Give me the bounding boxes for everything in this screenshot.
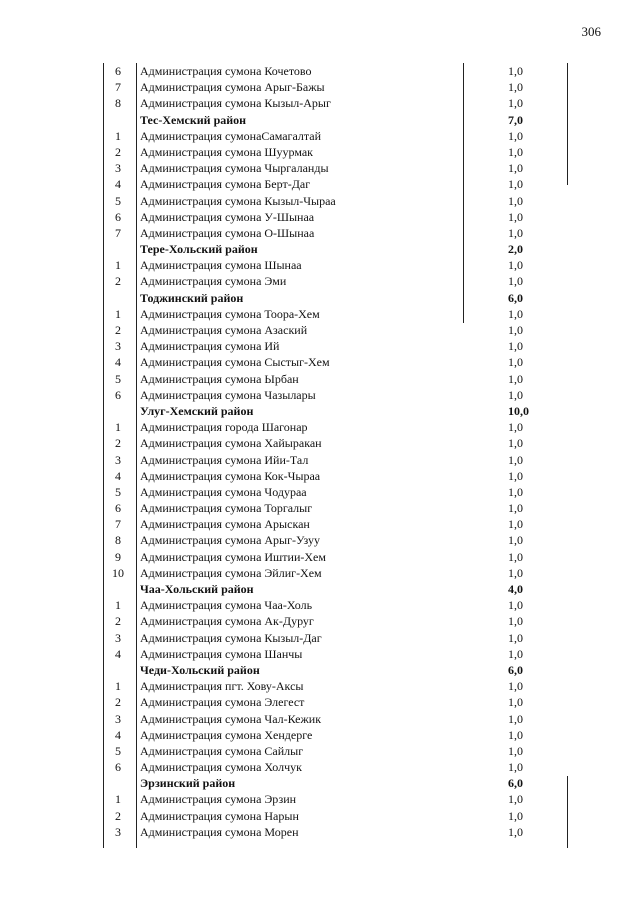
row-value: 1,0 xyxy=(508,436,523,451)
row-number: 1 xyxy=(115,128,121,143)
row-value: 1,0 xyxy=(508,517,523,532)
row-number: 4 xyxy=(115,177,121,192)
district-name: Улуг-Хемский район xyxy=(140,403,254,418)
row-number: 4 xyxy=(115,468,121,483)
row-number: 5 xyxy=(115,743,121,758)
administration-name: Администрация сумона Хендерге xyxy=(140,727,313,742)
table-body xyxy=(103,63,570,840)
table-row xyxy=(103,435,570,451)
row-number: 5 xyxy=(115,484,121,499)
row-number: 7 xyxy=(115,517,121,532)
district-name: Чеди-Хольский район xyxy=(140,662,260,677)
row-value: 1,0 xyxy=(508,646,523,661)
administration-name: Администрация сумона Эйлиг-Хем xyxy=(140,565,322,580)
table-row xyxy=(103,144,570,160)
row-value: 1,0 xyxy=(508,743,523,758)
row-value: 1,0 xyxy=(508,695,523,710)
district-name: Тес-Хемский район xyxy=(140,112,247,127)
table-row xyxy=(103,516,570,532)
row-value: 1,0 xyxy=(508,355,523,370)
allocation-table xyxy=(103,63,570,840)
district-total: 6,0 xyxy=(508,662,523,677)
administration-name: Администрация пгт. Хову-Аксы xyxy=(140,679,304,694)
table-row xyxy=(103,613,570,629)
row-value: 1,0 xyxy=(508,468,523,483)
table-row xyxy=(103,791,570,807)
table-row xyxy=(103,63,570,79)
district-total: 4,0 xyxy=(508,582,523,596)
table-row xyxy=(103,727,570,743)
table-row xyxy=(103,597,570,613)
table-row xyxy=(103,646,570,662)
row-number: 9 xyxy=(115,549,121,564)
table-row xyxy=(103,808,570,824)
row-number: 6 xyxy=(115,760,121,775)
row-number: 4 xyxy=(115,646,121,661)
administration-name: Администрация сумона Чаа-Холь xyxy=(140,598,313,613)
row-number: 8 xyxy=(115,96,121,111)
administration-name: Администрация сумона Эми xyxy=(140,274,287,289)
row-value: 1,0 xyxy=(508,808,523,823)
row-value: 1,0 xyxy=(508,792,523,807)
row-number: 2 xyxy=(115,144,121,159)
administration-name: Администрация сумона Холчук xyxy=(140,760,302,775)
administration-name: Администрация сумонаСамагалтай xyxy=(140,128,322,143)
row-value: 1,0 xyxy=(508,630,523,645)
administration-name: Администрация сумона Тоора-Хем xyxy=(140,306,320,321)
row-number: 6 xyxy=(115,387,121,402)
row-number: 1 xyxy=(115,306,121,321)
table-row xyxy=(103,95,570,111)
table-row xyxy=(103,225,570,241)
table-row xyxy=(103,338,570,354)
administration-name: Администрация сумона Кызыл-Арыг xyxy=(140,96,331,111)
table-row xyxy=(103,532,570,548)
row-number: 6 xyxy=(115,501,121,516)
administration-name: Администрация сумона Арыг-Узуу xyxy=(140,533,320,548)
district-row xyxy=(103,581,570,597)
table-row xyxy=(103,484,570,500)
district-row xyxy=(103,290,570,306)
row-value: 1,0 xyxy=(508,598,523,613)
row-number: 3 xyxy=(115,452,121,467)
table-row xyxy=(103,824,570,840)
row-value: 1,0 xyxy=(508,565,523,580)
table-row xyxy=(103,452,570,468)
administration-name: Администрация сумона Ак-Дуруг xyxy=(140,614,314,629)
table-row xyxy=(103,500,570,516)
row-value: 1,0 xyxy=(508,306,523,321)
table-row xyxy=(103,176,570,192)
row-value: 1,0 xyxy=(508,80,523,95)
table-row xyxy=(103,209,570,225)
table-row xyxy=(103,79,570,95)
table-row xyxy=(103,354,570,370)
district-name: Чаа-Хольский район xyxy=(140,582,254,596)
row-number: 2 xyxy=(115,436,121,451)
table-row xyxy=(103,743,570,759)
row-value: 1,0 xyxy=(508,225,523,240)
administration-name: Администрация сумона Ийи-Тал xyxy=(140,452,309,467)
administration-name: Администрация сумона Арыскан xyxy=(140,517,310,532)
row-value: 1,0 xyxy=(508,533,523,548)
district-name: Эрзинский район xyxy=(140,776,236,791)
row-value: 1,0 xyxy=(508,387,523,402)
table-row xyxy=(103,257,570,273)
row-value: 1,0 xyxy=(508,96,523,111)
table-row xyxy=(103,630,570,646)
row-value: 1,0 xyxy=(508,64,523,78)
administration-name: Администрация сумона Элегест xyxy=(140,695,305,710)
row-value: 1,0 xyxy=(508,452,523,467)
row-number: 4 xyxy=(115,727,121,742)
row-value: 1,0 xyxy=(508,258,523,273)
row-number: 3 xyxy=(115,711,121,726)
administration-name: Администрация сумона Кызыл-Чыраа xyxy=(140,193,336,208)
district-total: 2,0 xyxy=(508,242,523,257)
administration-name: Администрация сумона Берт-Даг xyxy=(140,177,311,192)
row-value: 1,0 xyxy=(508,727,523,742)
row-value: 1,0 xyxy=(508,371,523,386)
page-number: 306 xyxy=(581,24,601,39)
row-value: 1,0 xyxy=(508,614,523,629)
administration-name: Администрация сумона Чазылары xyxy=(140,387,316,402)
row-value: 1,0 xyxy=(508,177,523,192)
administration-name: Администрация сумона Кызыл-Даг xyxy=(140,630,322,645)
row-number: 5 xyxy=(115,371,121,386)
administration-name: Администрация сумона Азаский xyxy=(140,323,308,337)
row-number: 5 xyxy=(115,193,121,208)
administration-name: Администрация сумона Чал-Кежик xyxy=(140,711,322,726)
row-number: 6 xyxy=(115,209,121,224)
district-row xyxy=(103,241,570,257)
row-value: 1,0 xyxy=(508,128,523,143)
administration-name: Администрация сумона О-Шынаа xyxy=(140,225,315,240)
row-number: 3 xyxy=(115,824,121,839)
administration-name: Администрация сумона Морен xyxy=(140,824,299,839)
table-row xyxy=(103,193,570,209)
row-number: 2 xyxy=(115,323,121,337)
row-number: 4 xyxy=(115,355,121,370)
district-row xyxy=(103,112,570,128)
row-value: 1,0 xyxy=(508,501,523,516)
table-row xyxy=(103,565,570,581)
row-value: 1,0 xyxy=(508,274,523,289)
row-number: 1 xyxy=(115,420,121,435)
district-total: 6,0 xyxy=(508,290,523,305)
table-row xyxy=(103,419,570,435)
row-value: 1,0 xyxy=(508,209,523,224)
administration-name: Администрация сумона Шуурмак xyxy=(140,144,313,159)
administration-name: Администрация города Шагонар xyxy=(140,420,308,435)
table-row xyxy=(103,759,570,775)
row-number: 1 xyxy=(115,258,121,273)
row-number: 2 xyxy=(115,808,121,823)
row-number: 1 xyxy=(115,598,121,613)
row-number: 7 xyxy=(115,80,121,95)
administration-name: Администрация сумона Нарын xyxy=(140,808,299,823)
row-value: 1,0 xyxy=(508,339,523,354)
district-row xyxy=(103,662,570,678)
district-total: 6,0 xyxy=(508,776,523,791)
table-row xyxy=(103,306,570,322)
administration-name: Администрация сумона Кочетово xyxy=(140,64,312,78)
table-row xyxy=(103,273,570,289)
administration-name: Администрация сумона Иштии-Хем xyxy=(140,549,326,564)
administration-name: Администрация сумона Шынаа xyxy=(140,258,302,273)
administration-name: Администрация сумона Чыргаланды xyxy=(140,161,329,176)
row-value: 1,0 xyxy=(508,549,523,564)
administration-name: Администрация сумона Арыг-Бажы xyxy=(140,80,325,95)
administration-name: Администрация сумона Шанчы xyxy=(140,646,303,661)
row-number: 3 xyxy=(115,161,121,176)
row-value: 1,0 xyxy=(508,484,523,499)
row-number: 7 xyxy=(115,225,121,240)
row-value: 1,0 xyxy=(508,161,523,176)
administration-name: Администрация сумона У-Шынаа xyxy=(140,209,315,224)
district-name: Тоджинский район xyxy=(140,290,244,305)
table-row xyxy=(103,549,570,565)
district-row xyxy=(103,775,570,791)
row-number: 1 xyxy=(115,679,121,694)
administration-name: Администрация сумона Эрзин xyxy=(140,792,297,807)
table-row xyxy=(103,371,570,387)
row-number: 1 xyxy=(115,792,121,807)
administration-name: Администрация сумона Кок-Чыраа xyxy=(140,468,321,483)
row-value: 1,0 xyxy=(508,711,523,726)
table-row xyxy=(103,128,570,144)
administration-name: Администрация сумона Ырбан xyxy=(140,371,299,386)
administration-name: Администрация сумона Ий xyxy=(140,339,280,354)
administration-name: Администрация сумона Хайыракан xyxy=(140,436,322,451)
table-row xyxy=(103,468,570,484)
row-number: 6 xyxy=(115,64,121,78)
row-number: 2 xyxy=(115,695,121,710)
row-number: 3 xyxy=(115,339,121,354)
table-row xyxy=(103,694,570,710)
administration-name: Администрация сумона Сыстыг-Хем xyxy=(140,355,330,370)
row-number: 10 xyxy=(112,565,124,580)
table-row xyxy=(103,678,570,694)
district-total: 10,0 xyxy=(508,403,529,418)
row-value: 1,0 xyxy=(508,193,523,208)
district-row xyxy=(103,403,570,419)
table-row xyxy=(103,711,570,727)
administration-name: Администрация сумона Чодураа xyxy=(140,484,307,499)
district-total: 7,0 xyxy=(508,112,523,127)
row-value: 1,0 xyxy=(508,323,523,337)
row-value: 1,0 xyxy=(508,144,523,159)
row-value: 1,0 xyxy=(508,760,523,775)
table-row xyxy=(103,322,570,338)
row-value: 1,0 xyxy=(508,420,523,435)
table-row xyxy=(103,387,570,403)
administration-name: Администрация сумона Торгалыг xyxy=(140,501,313,516)
row-number: 8 xyxy=(115,533,121,548)
administration-name: Администрация сумона Сайлыг xyxy=(140,743,304,758)
row-value: 1,0 xyxy=(508,679,523,694)
row-number: 2 xyxy=(115,614,121,629)
row-number: 2 xyxy=(115,274,121,289)
row-number: 3 xyxy=(115,630,121,645)
row-value: 1,0 xyxy=(508,824,523,839)
table-row xyxy=(103,160,570,176)
district-name: Тере-Хольский район xyxy=(140,242,258,257)
